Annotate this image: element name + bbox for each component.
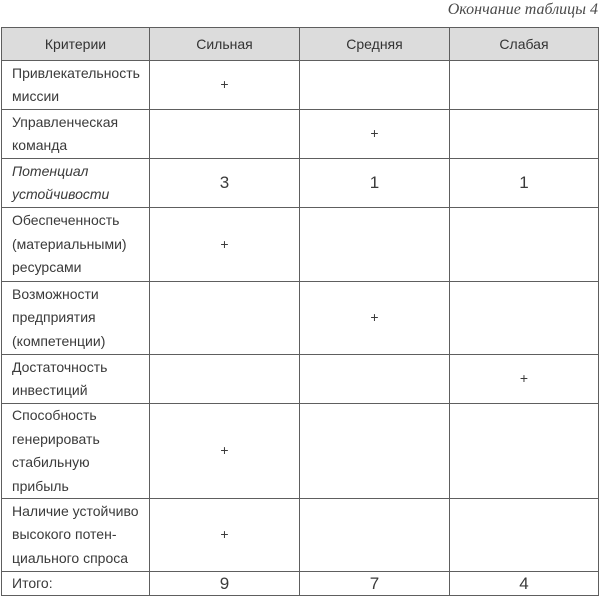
weak-cell: 1 — [450, 159, 599, 208]
header-weak: Слабая — [450, 28, 599, 61]
weak-cell — [450, 110, 599, 159]
criterion-cell — [2, 208, 150, 282]
strong-cell: + — [150, 499, 300, 572]
header-criteria: Критерии — [2, 28, 150, 61]
table-row — [2, 61, 599, 110]
medium-cell — [300, 355, 450, 404]
weak-cell: + — [450, 355, 599, 404]
weak-cell — [450, 61, 599, 110]
medium-cell — [300, 61, 450, 110]
strong-cell — [150, 282, 300, 355]
criteria-table — [1, 27, 599, 596]
strong-cell: + — [150, 61, 300, 110]
criterion-label: Привлекательность миссии — [12, 64, 140, 104]
weak-cell — [450, 404, 599, 499]
table-row — [2, 159, 599, 208]
total-weak: 4 — [450, 572, 599, 596]
criterion-cell — [2, 355, 150, 404]
criterion-label: Управленческая команда — [12, 113, 119, 153]
strong-cell — [150, 355, 300, 404]
total-medium: 7 — [300, 572, 450, 596]
criterion-cell — [2, 282, 150, 355]
strong-cell — [150, 110, 300, 159]
criterion-cell — [2, 499, 150, 572]
medium-cell — [300, 499, 450, 572]
total-label: Итого: — [2, 572, 150, 596]
criterion-label: Обеспеченность (материальными) ресурсами — [12, 212, 127, 276]
medium-cell: + — [300, 282, 450, 355]
table-row — [2, 110, 599, 159]
criterion-label: Способность генерировать стабильную прибыль — [12, 407, 100, 494]
weak-cell — [450, 208, 599, 282]
table-row — [2, 208, 599, 282]
strong-cell: + — [150, 404, 300, 499]
table-row — [2, 499, 599, 572]
criterion-label: Достаточность инвестиций — [12, 358, 108, 398]
table-header-row — [2, 28, 599, 61]
criterion-cell — [2, 61, 150, 110]
criterion-label: Возможности предприятия (компетенции) — [12, 285, 106, 349]
table-row — [2, 355, 599, 404]
header-strong: Сильная — [150, 28, 300, 61]
medium-cell: 1 — [300, 159, 450, 208]
medium-cell: + — [300, 110, 450, 159]
weak-cell — [450, 499, 599, 572]
strong-cell: + — [150, 208, 300, 282]
table-caption: Окончание таблицы 4 — [447, 1, 598, 18]
strong-cell: 3 — [150, 159, 300, 208]
table-row — [2, 282, 599, 355]
medium-cell — [300, 404, 450, 499]
criterion-cell — [2, 404, 150, 499]
weak-cell — [450, 282, 599, 355]
criterion-label: Наличие устойчиво высокого потен- циального спроса — [12, 502, 139, 566]
total-strong: 9 — [150, 572, 300, 596]
header-medium: Средняя — [300, 28, 450, 61]
total-row — [2, 572, 599, 596]
criterion-cell — [2, 110, 150, 159]
criterion-cell — [2, 159, 150, 208]
medium-cell — [300, 208, 450, 282]
criterion-label: Потенциал устойчивости — [12, 162, 110, 202]
table-row — [2, 404, 599, 499]
